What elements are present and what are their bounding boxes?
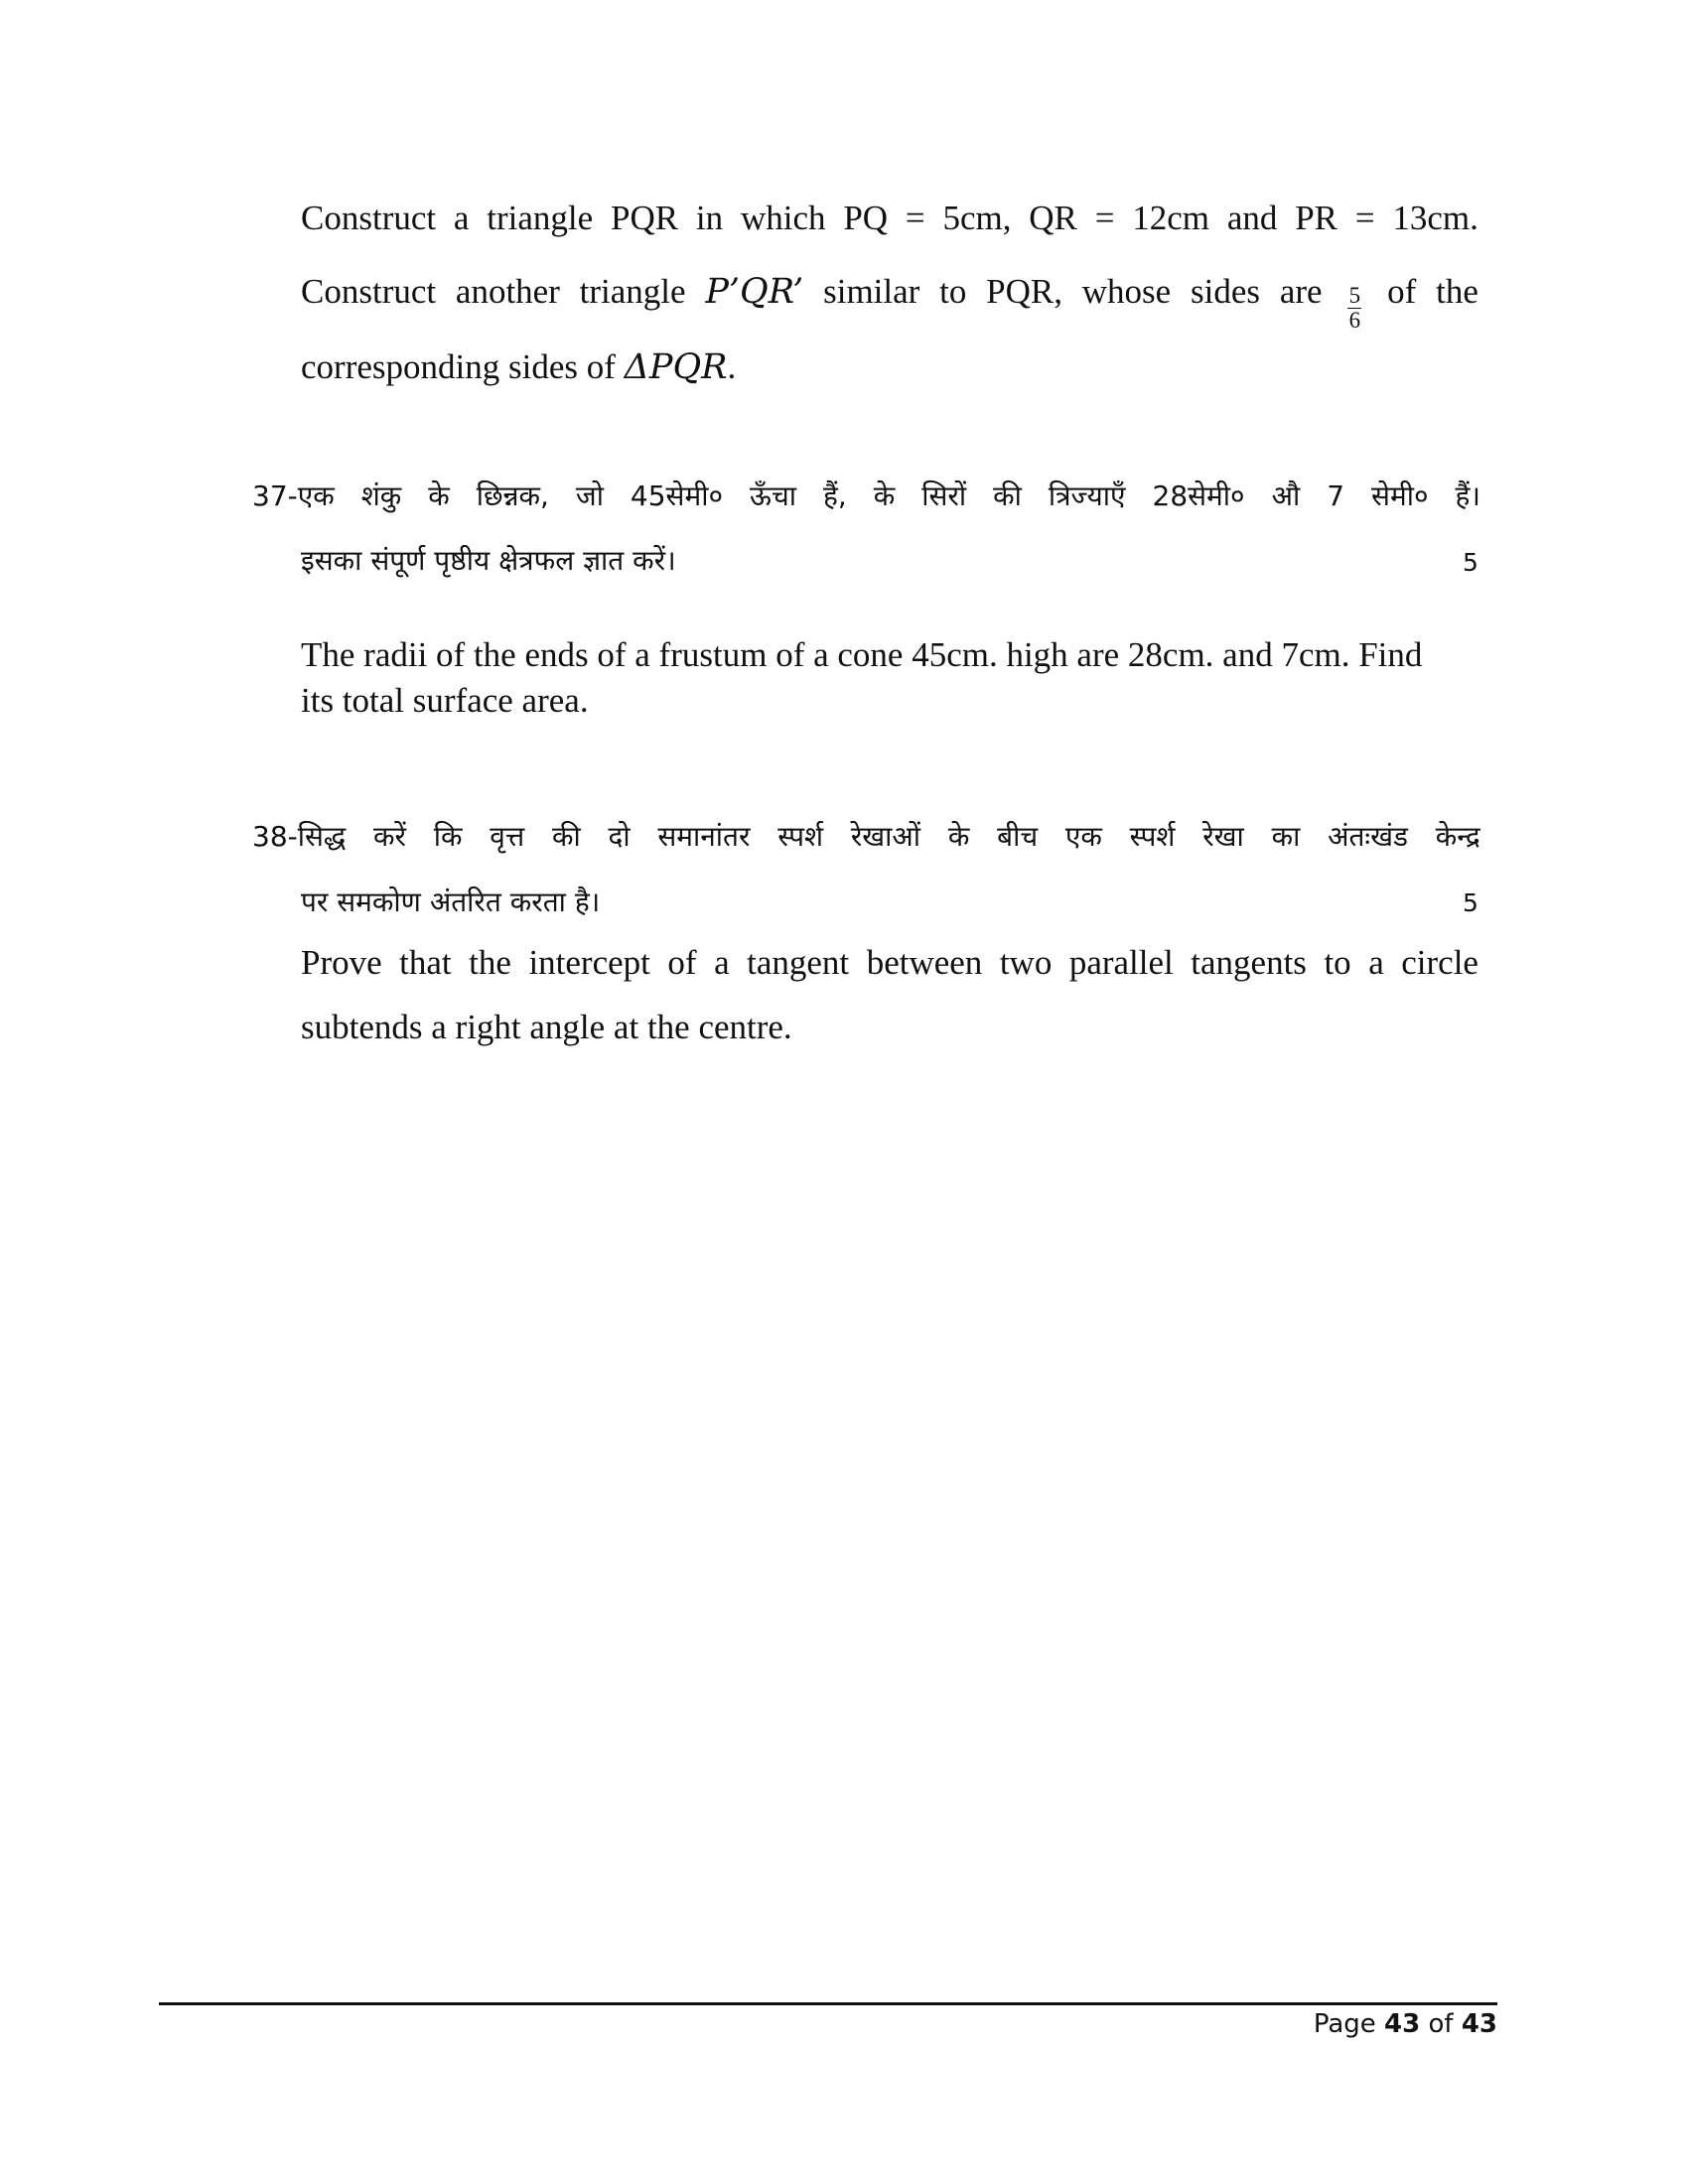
word: बीच <box>997 820 1039 853</box>
word: रेखा <box>1202 820 1244 853</box>
q38-english-line-1 <box>301 943 1478 983</box>
line-end: . <box>727 347 737 386</box>
word: and <box>1226 199 1278 237</box>
word: circle <box>1401 943 1478 982</box>
q38-marks: 5 <box>1463 888 1478 917</box>
q36-english-line-2 <box>301 272 1478 333</box>
word: PQR <box>611 199 679 237</box>
q37-english-line-2: its total surface area. <box>301 681 589 720</box>
word: similar <box>823 272 920 311</box>
word: in <box>695 199 724 237</box>
word: to <box>939 272 967 311</box>
word: की <box>993 479 1022 512</box>
word: छिन्नक, <box>476 479 549 512</box>
word: triangle <box>487 199 594 237</box>
math-triangle-name: P’QR’ <box>705 272 804 312</box>
word: स्पर्श <box>1129 820 1176 853</box>
word: that <box>399 943 452 982</box>
q38-english-line-2: subtends a right angle at the centre. <box>301 1008 792 1046</box>
word: 37-एक <box>252 479 335 512</box>
word: a <box>1368 943 1384 982</box>
of-word: of <box>1428 2009 1454 2039</box>
word: शंकु <box>360 479 402 512</box>
word: सेमी० <box>1371 479 1429 512</box>
word: between <box>866 943 983 982</box>
page-footer <box>1314 2009 1497 2039</box>
word: PQR, <box>986 272 1062 311</box>
word: = <box>1354 199 1375 237</box>
word: of <box>1387 272 1417 311</box>
word: Prove <box>301 943 382 982</box>
word: 38-सिद्ध <box>252 820 347 853</box>
word: which <box>740 199 826 237</box>
page-word: Page <box>1313 2009 1376 2039</box>
word: another <box>455 272 560 311</box>
word: PQ <box>843 199 889 237</box>
current-page-number: 43 <box>1384 2009 1421 2039</box>
fraction-denominator: 6 <box>1348 308 1361 333</box>
word: a <box>453 199 470 237</box>
q37-hindi-line-2: इसका संपूर्ण पृष्ठीय क्षेत्रफल ज्ञात करें। <box>301 544 676 577</box>
word: tangents <box>1191 943 1307 982</box>
word: स्पर्श <box>777 820 824 853</box>
total-page-number: 43 <box>1461 2009 1497 2039</box>
q38-hindi-line-1 <box>252 817 1480 855</box>
word: Construct <box>301 272 437 311</box>
fraction-numerator: 5 <box>1348 283 1361 308</box>
word: की <box>551 820 581 853</box>
q38-hindi-line-2: पर समकोण अंतरित करता है। <box>301 886 601 918</box>
word: of <box>667 943 697 982</box>
word: parallel <box>1068 943 1174 982</box>
word: सिरों <box>921 479 967 512</box>
q37-hindi-line-1 <box>252 477 1480 514</box>
word: 12cm <box>1132 199 1210 237</box>
q37-english-line-1: The radii of the ends of a frustum of a cone 45cm. high are 28cm. and 7cm. Find <box>301 635 1423 674</box>
word: QR <box>1029 199 1077 237</box>
word: two <box>999 943 1053 982</box>
word: triangle <box>579 272 686 311</box>
word: के <box>873 479 896 512</box>
word: PR <box>1295 199 1338 237</box>
word: करें <box>373 820 407 853</box>
word: एक <box>1064 820 1102 853</box>
word: 45सेमी० <box>630 479 724 512</box>
word: 28सेमी० <box>1152 479 1245 512</box>
word: औ <box>1271 479 1301 512</box>
word: के <box>947 820 970 853</box>
word: त्रिज्याएँ <box>1048 479 1126 512</box>
q37-marks: 5 <box>1463 548 1478 577</box>
word: 5cm, <box>942 199 1012 237</box>
word: 7 <box>1327 479 1345 512</box>
word: Construct <box>301 199 437 237</box>
word: के <box>428 479 450 512</box>
word: हैं। <box>1455 479 1480 512</box>
footer-rule <box>159 2002 1497 2005</box>
word: 13cm. <box>1392 199 1478 237</box>
word: = <box>905 199 925 237</box>
word: to <box>1324 943 1351 982</box>
q36-english-line-3 <box>301 347 736 387</box>
word: tangent <box>747 943 850 982</box>
line-text: corresponding sides of <box>301 347 625 386</box>
math-delta-pqr: ΔPQR <box>624 347 728 387</box>
word: अंतःखंड <box>1328 820 1408 853</box>
word: वृत्त <box>490 820 525 853</box>
word: केन्द्र <box>1435 820 1480 853</box>
q36-english-line-1 <box>301 199 1478 238</box>
word: रेखाओं <box>850 820 921 853</box>
word: the <box>469 943 511 982</box>
word: intercept <box>528 943 650 982</box>
word: sides <box>1191 272 1261 311</box>
word: a <box>714 943 730 982</box>
word: का <box>1271 820 1301 853</box>
fraction-five-sixths <box>1347 284 1361 333</box>
word: are <box>1279 272 1323 311</box>
word: कि <box>433 820 463 853</box>
word: ऊँचा <box>750 479 797 512</box>
word: हैं, <box>823 479 847 512</box>
word: समानांतर <box>657 820 751 853</box>
word: जो <box>575 479 604 512</box>
word: = <box>1094 199 1115 237</box>
word: whose <box>1081 272 1172 311</box>
word: दो <box>608 820 631 853</box>
word: the <box>1436 272 1478 311</box>
